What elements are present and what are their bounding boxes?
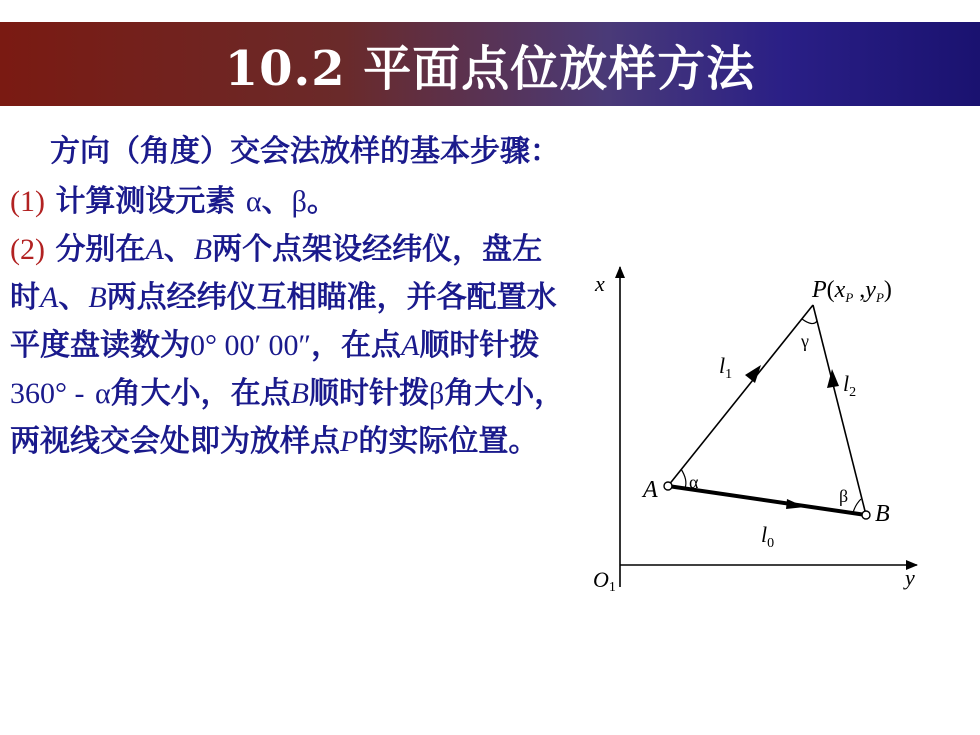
- step-2-text-2: 两个点架设经纬仪，盘左时: [10, 232, 543, 315]
- step-2-point-a-3: A: [401, 329, 420, 362]
- angle-beta-arc: [853, 499, 861, 513]
- step-2-text-4: ，在点: [311, 328, 402, 363]
- angle-gamma-arc: [802, 319, 817, 324]
- step-2-text-6: 角大小，在点: [110, 376, 291, 411]
- step-2-text-8: 角大小，两视线交会处即为放样点: [10, 376, 565, 459]
- step-2: [10, 226, 570, 466]
- step-1-end: 。: [306, 184, 337, 219]
- step-2-text-7: 顺时针拨: [309, 376, 429, 411]
- line-l1: [668, 305, 813, 486]
- point-b-label: B: [875, 501, 890, 527]
- point-p-label: $P(x_P$ $,y_P$): [812, 277, 892, 305]
- alpha-symbol: α: [245, 185, 262, 218]
- point-a-marker: [664, 482, 672, 490]
- step-1: [10, 178, 570, 226]
- step-2-dun: 、: [163, 232, 194, 267]
- step-2-point-b-2: B: [88, 281, 107, 314]
- step-2-text-5: 顺时针拨: [419, 328, 540, 363]
- angle-alpha-arc: [681, 469, 686, 488]
- intersection-diagram: [585, 255, 930, 605]
- point-a-label: A: [643, 477, 658, 503]
- step-2-point-b: B: [193, 233, 213, 266]
- beta-symbol: β: [291, 185, 307, 218]
- l1-label: $l_1$: [719, 353, 733, 382]
- origin-label: O1: [593, 567, 616, 595]
- step-2-beta: β: [429, 377, 445, 410]
- gamma-label: γ: [801, 331, 809, 351]
- y-axis-label: y: [905, 565, 915, 590]
- step-2-point-a-2: A: [40, 281, 59, 314]
- arrow-l2: [827, 369, 839, 388]
- step-2-text-9: 的实际位置。: [358, 424, 539, 459]
- x-axis-label: x: [595, 271, 605, 296]
- title-bar: [0, 22, 980, 106]
- alpha-label: α: [689, 472, 699, 492]
- l0-label: $l_0$: [761, 522, 775, 551]
- step-2-point-b-3: B: [290, 377, 309, 410]
- slide-title: 10.2 平面点位放样方法: [224, 40, 756, 97]
- step-1-separator: 、: [261, 184, 292, 219]
- intro-paragraph: 方向（角度）交会法放样的基本步骤：: [50, 134, 560, 169]
- step-2-reading: 0° 00′ 00″: [190, 329, 312, 362]
- step-2-dun-2: 、: [58, 280, 89, 315]
- step-2-text-3: 两点经纬仪互相瞄准，并各配置水平度盘读数为: [10, 280, 557, 363]
- step-1-number: (1): [10, 185, 45, 218]
- beta-label: β: [839, 486, 849, 506]
- step-2-number: (2): [10, 233, 45, 266]
- step-2-text-1: 分别在: [55, 232, 146, 267]
- body-text: [10, 128, 570, 466]
- step-2-point-a: A: [145, 233, 164, 266]
- step-1-text: 计算测设元素: [55, 184, 236, 219]
- step-2-angle-360: 360° -: [10, 377, 85, 410]
- point-b-marker: [862, 511, 870, 519]
- step-2-point-p: P: [340, 425, 359, 458]
- l2-label: $l_2$: [843, 371, 857, 400]
- line-l2: [813, 305, 866, 515]
- step-2-alpha: α: [94, 377, 111, 410]
